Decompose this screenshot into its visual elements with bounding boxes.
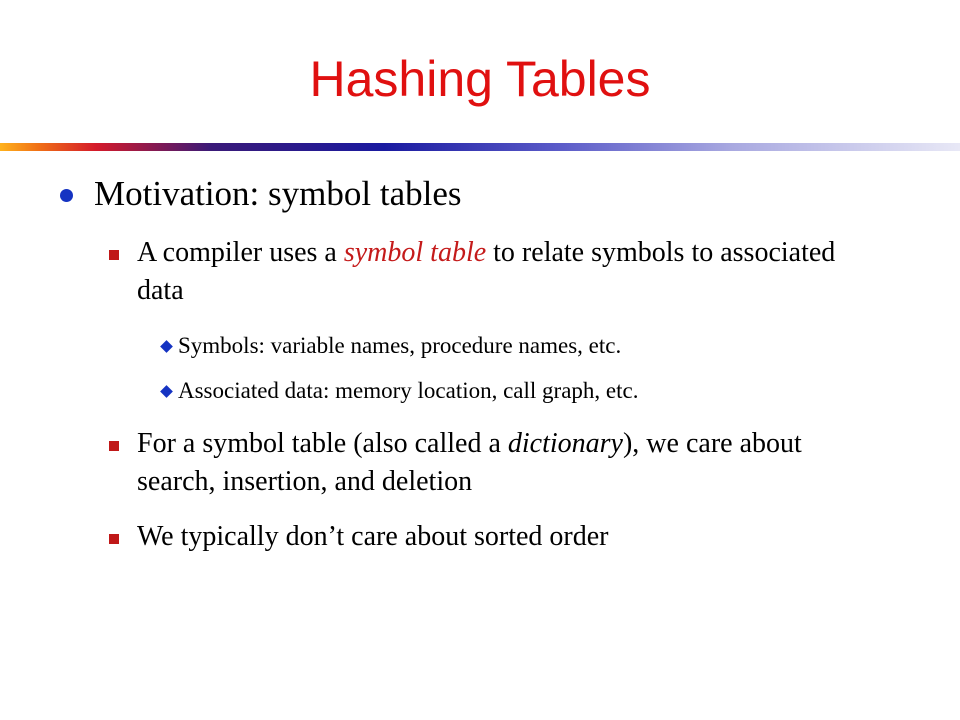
square-bullet-icon (109, 250, 119, 260)
text-run: A compiler uses a (137, 237, 344, 268)
bullet-text: Symbols: variable names, procedure names, etc. (178, 333, 622, 358)
text-run: ), we care about search, insertion, and deletion (137, 428, 802, 497)
bullet-text (137, 425, 877, 501)
text-run: to relate symbols to associated data (137, 237, 836, 306)
slide-title: Hashing Tables (309, 51, 651, 107)
bullet-text: Associated data: memory location, call graph, etc. (178, 378, 639, 403)
bullet-text: We typically don’t care about sorted order (137, 521, 609, 552)
square-bullet-icon (109, 534, 119, 544)
dictionary-term: dictionary (507, 428, 623, 459)
bullet-text (137, 234, 877, 310)
diamond-bullet-icon (160, 385, 173, 398)
circle-bullet-icon (60, 189, 73, 202)
diamond-bullet-icon (160, 340, 173, 353)
square-bullet-icon (109, 441, 119, 451)
text-run: For a symbol table (also called a (137, 428, 508, 459)
title-divider (0, 143, 960, 151)
bullet-text: Motivation: symbol tables (94, 174, 462, 213)
symbol-table-term: symbol table (343, 237, 487, 268)
